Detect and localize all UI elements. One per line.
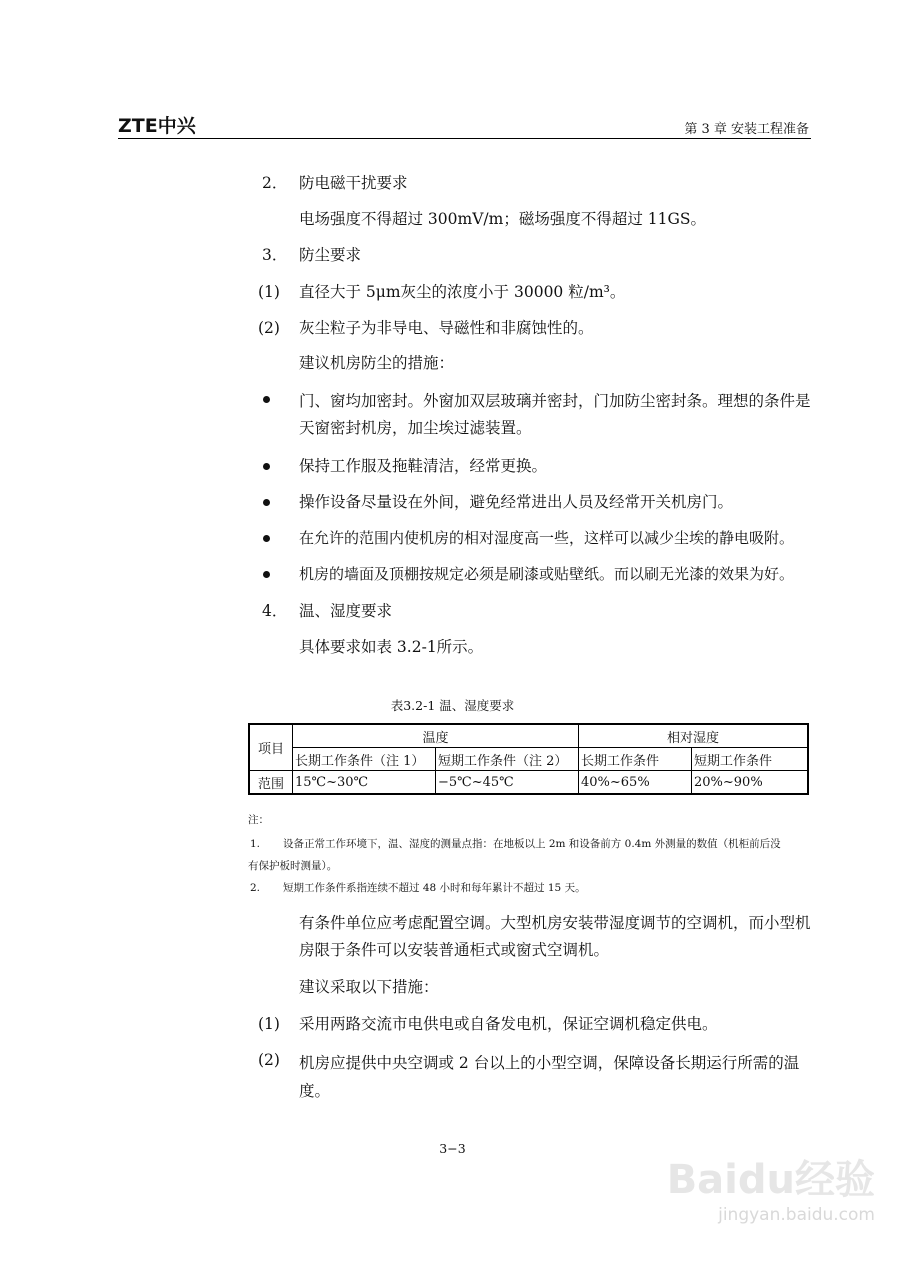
watermark-brand: Baidu经验 (666, 1157, 875, 1203)
table-cell: −5℃~45℃ (436, 771, 579, 795)
bullet-item: 保持工作服及拖鞋清洁，经常更换。 (299, 457, 548, 475)
table-caption: 表3.2-1 温、湿度要求 (390, 698, 515, 713)
bullet-item: 在允许的范围内使机房的相对湿度高一些，这样可以减少尘埃的静电吸附。 (299, 529, 795, 547)
note-1-number: 1. (250, 838, 261, 850)
table-item-header: 项目 (249, 724, 293, 771)
table-cell: 20%~90% (692, 771, 809, 795)
note-1-line-2: 有保护板时测量）。 (248, 860, 338, 872)
section-2-title: 防电磁干扰要求 (299, 174, 408, 192)
bullet-item: 机房的墙面及顶棚按规定必须是刷漆或贴壁纸。而以刷无光漆的效果为好。 (299, 565, 795, 583)
ac-item-1-text: 采用两路交流市电供电或自备发电机，保证空调机稳定供电。 (299, 1015, 718, 1033)
dust-item-2-number: (2) (258, 319, 280, 337)
baidu-watermark (667, 1148, 875, 1225)
table-humidity-header: 相对湿度 (579, 724, 809, 748)
table-row-label: 范围 (249, 771, 293, 795)
bullet-icon (263, 535, 270, 542)
section-4-text: 具体要求如表 3.2-1所示。 (299, 638, 484, 656)
page-number: 3−3 (439, 1141, 466, 1156)
section-3-title: 防尘要求 (299, 246, 362, 264)
chapter-title: 第 3 章 安装工程准备 (684, 122, 809, 137)
header-divider (118, 138, 811, 139)
notes-label: 注： (248, 814, 269, 826)
note-2-number: 2. (250, 882, 261, 894)
table-subheader: 长期工作条件（注 1） (293, 748, 436, 771)
section-2-number: 2． (262, 174, 288, 192)
section-4-title: 温、湿度要求 (299, 602, 393, 620)
ac-measures-intro: 建议采取以下措施： (299, 978, 439, 996)
bullet-item: 操作设备尽量设在外间，避免经常进出人员及经常开关机房门。 (299, 493, 734, 511)
bullet-icon (263, 571, 270, 578)
table-subheader: 短期工作条件（注 2） (436, 748, 579, 771)
bullet-icon (263, 463, 270, 470)
table-cell: 40%~65% (579, 771, 692, 795)
note-2-text: 短期工作条件系指连续不超过 48 小时和每年累计不超过 15 天。 (283, 882, 586, 894)
ac-item-2-text: 机房应提供中央空调或 2 台以上的小型空调，保障设备长期运行所需的温度。 (299, 1054, 800, 1100)
zte-logo: ZTE中兴 (118, 115, 196, 137)
section-2-text: 电场强度不得超过 300mV/m；磁场强度不得超过 11GS。 (299, 210, 706, 228)
table-cell: 15℃~30℃ (293, 771, 436, 795)
section-4-number: 4． (262, 602, 288, 620)
bullet-icon (263, 396, 270, 403)
dust-item-1-number: (1) (258, 283, 280, 301)
dust-measures-intro: 建议机房防尘的措施： (299, 354, 455, 372)
dust-item-1-text: 直径大于 5μm灰尘的浓度小于 30000 粒/m³。 (299, 283, 626, 301)
watermark-url: jingyan.baidu.com (718, 1205, 875, 1225)
ac-item-2-number: (2) (258, 1051, 280, 1069)
table-subheader: 长期工作条件 (579, 748, 692, 771)
section-3-number: 3． (262, 246, 288, 264)
bullet-item: 门、窗均加密封。外窗加双层玻璃并密封，门加防尘密封条。理想的条件是天窗密封机房，加尘埃过滤装置。 (299, 392, 811, 437)
table-temperature-header: 温度 (293, 724, 579, 748)
note-1-line-1: 设备正常工作环境下，温、湿度的测量点指：在地板以上 2m 和设备前方 0.4m 外测量的数值（机柜前后没 (283, 838, 781, 850)
ac-paragraph: 有条件单位应考虑配置空调。大型机房安装带湿度调节的空调机，而小型机房限于条件可以安装普通柜式或窗式空调机。 (299, 914, 811, 959)
table-subheader: 短期工作条件 (692, 748, 809, 771)
ac-item-1-number: (1) (258, 1015, 280, 1033)
dust-item-2-text: 灰尘粒子为非导电、导磁性和非腐蚀性的。 (299, 319, 594, 337)
bullet-icon (263, 499, 270, 506)
temperature-humidity-table (248, 723, 809, 795)
